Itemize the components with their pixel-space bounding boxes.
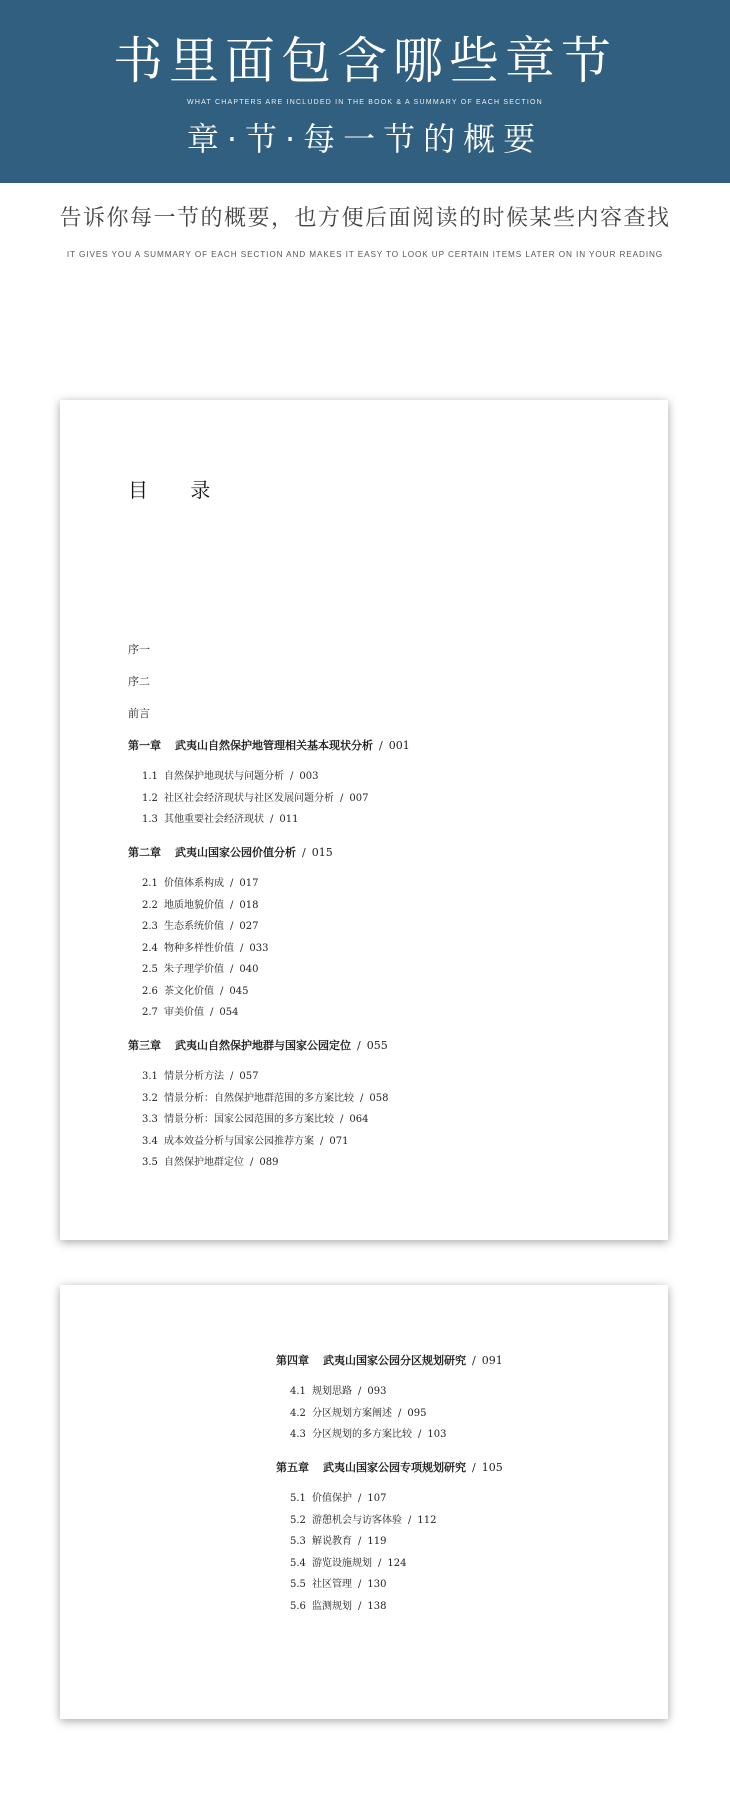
section-title: 朱子理学价值 xyxy=(164,964,224,975)
banner-subtitle-en: WHAT CHAPTERS ARE INCLUDED IN THE BOOK & A SUMMARY OF EACH SECTION xyxy=(187,99,543,106)
chapter-title: 武夷山自然保护地管理相关基本现状分析 xyxy=(175,739,373,752)
page-separator: / xyxy=(230,899,234,911)
page-number: 107 xyxy=(367,1493,387,1504)
page-separator: / xyxy=(250,1157,254,1168)
page-number: 124 xyxy=(387,1557,407,1569)
page-separator: / xyxy=(302,846,306,859)
chapter-entry xyxy=(276,1351,636,1383)
page-number: 138 xyxy=(367,1600,387,1612)
section-entry xyxy=(128,1090,628,1112)
section-entry xyxy=(276,1533,636,1555)
page-separator: / xyxy=(220,985,224,997)
section-entry xyxy=(128,983,628,1005)
front-matter-item: 前言 xyxy=(128,707,150,720)
section-number: 2.5 xyxy=(142,964,158,975)
toc-page-1 xyxy=(60,400,668,1240)
page-number: 105 xyxy=(481,1461,503,1474)
section-title: 游览设施规划 xyxy=(312,1557,372,1569)
section-title: 地质地貌价值 xyxy=(164,899,224,911)
chapter-entry xyxy=(128,843,628,875)
front-matter-item: 序二 xyxy=(128,675,150,688)
section-title: 规划思路 xyxy=(312,1386,352,1397)
page-separator: / xyxy=(379,739,383,752)
page-separator: / xyxy=(360,1092,364,1104)
page-separator: / xyxy=(472,1461,476,1474)
page-number: 045 xyxy=(229,985,249,997)
page-separator: / xyxy=(418,1429,422,1440)
section-title: 物种多样性价值 xyxy=(164,942,234,954)
banner-subtitle: 章·节·每一节的概要 xyxy=(186,120,544,158)
page-number: 015 xyxy=(311,846,333,859)
page-number: 007 xyxy=(349,792,369,804)
page-separator: / xyxy=(230,921,234,932)
page-separator: / xyxy=(398,1407,402,1419)
page-number: 055 xyxy=(366,1039,388,1052)
toc-list xyxy=(276,1351,636,1630)
page-separator: / xyxy=(230,964,234,975)
page-separator: / xyxy=(230,1071,234,1082)
page-separator: / xyxy=(358,1536,362,1547)
section-entry xyxy=(276,1512,636,1534)
section-title: 游憩机会与访客体验 xyxy=(312,1514,402,1526)
page-separator: / xyxy=(210,1007,214,1018)
chapter-title: 武夷山国家公园分区规划研究 xyxy=(323,1354,466,1367)
section-title: 茶文化价值 xyxy=(164,985,214,997)
chapter-entry xyxy=(128,736,628,768)
section-entry xyxy=(276,1598,636,1630)
section-number: 5.6 xyxy=(290,1600,306,1612)
toc-page-2 xyxy=(60,1285,668,1719)
section-title: 其他重要社会经济现状 xyxy=(164,814,264,825)
toc-title: 目 录 xyxy=(128,478,229,502)
section-number: 2.4 xyxy=(142,942,158,954)
section-number: 3.3 xyxy=(142,1114,158,1125)
page-number: 057 xyxy=(239,1071,259,1082)
header-banner xyxy=(0,0,730,183)
section-number: 3.1 xyxy=(142,1071,158,1082)
front-matter-item: 序一 xyxy=(128,643,150,656)
page-number: 119 xyxy=(367,1536,387,1547)
chapter-title: 武夷山国家公园专项规划研究 xyxy=(323,1461,466,1474)
section-number: 4.2 xyxy=(290,1407,306,1419)
section-title: 自然保护地群定位 xyxy=(164,1157,244,1168)
section-entry xyxy=(276,1405,636,1427)
chapter-number: 第二章 xyxy=(128,846,161,859)
page-separator: / xyxy=(240,942,244,954)
section-entry xyxy=(128,1154,628,1186)
page-separator: / xyxy=(472,1354,476,1367)
section-number: 2.7 xyxy=(142,1007,158,1018)
chapter-title: 武夷山国家公园价值分析 xyxy=(175,846,296,859)
page-number: 064 xyxy=(349,1114,369,1125)
page-separator: / xyxy=(290,771,294,782)
page-separator: / xyxy=(230,878,234,889)
chapter-number: 第一章 xyxy=(128,739,161,752)
chapter-entry xyxy=(128,1036,628,1068)
section-title: 分区规划方案阐述 xyxy=(312,1407,392,1419)
page-number: 130 xyxy=(367,1579,387,1590)
page-separator: / xyxy=(358,1579,362,1590)
section-entry xyxy=(128,790,628,812)
section-title: 监测规划 xyxy=(312,1600,352,1612)
section-entry xyxy=(128,875,628,897)
section-number: 4.1 xyxy=(290,1386,306,1397)
section-number: 3.4 xyxy=(142,1135,158,1147)
section-number: 2.2 xyxy=(142,899,158,911)
chapter-number: 第五章 xyxy=(276,1461,309,1474)
section-title: 社区社会经济现状与社区发展问题分析 xyxy=(164,792,334,804)
page-number: 011 xyxy=(279,814,299,825)
page-number: 027 xyxy=(239,921,259,932)
page-separator: / xyxy=(340,792,344,804)
page-number: 093 xyxy=(367,1386,387,1397)
section-entry xyxy=(128,940,628,962)
page-number: 071 xyxy=(329,1135,349,1147)
section-title: 情景分析：国家公园范围的多方案比较 xyxy=(164,1114,334,1125)
section-title: 成本效益分析与国家公园推荐方案 xyxy=(164,1135,314,1147)
section-number: 2.1 xyxy=(142,878,158,889)
section-entry xyxy=(128,1068,628,1090)
chapter-entry xyxy=(276,1458,636,1490)
banner-title: 书里面包含哪些章节 xyxy=(113,32,617,90)
section-number: 5.5 xyxy=(290,1579,306,1590)
intro-text: 告诉你每一节的概要，也方便后面阅读的时候某些内容查找 xyxy=(59,206,671,231)
page-number: 103 xyxy=(427,1429,447,1440)
page-separator: / xyxy=(340,1114,344,1125)
section-entry xyxy=(276,1383,636,1405)
page-separator: / xyxy=(320,1135,324,1147)
intro-text-en: IT GIVES YOU A SUMMARY OF EACH SECTION AND MAKES IT EASY TO LOOK UP CERTAIN ITEMS LATER ON IN YOUR READING xyxy=(66,250,664,259)
chapter-number: 第四章 xyxy=(276,1354,309,1367)
section-entry xyxy=(128,1111,628,1133)
page-number: 054 xyxy=(219,1007,239,1018)
section-number: 2.3 xyxy=(142,921,158,932)
section-title: 自然保护地现状与问题分析 xyxy=(164,771,284,782)
section-title: 社区管理 xyxy=(312,1579,352,1590)
section-number: 5.2 xyxy=(290,1514,306,1526)
section-title: 解说教育 xyxy=(312,1536,352,1547)
section-title: 分区规划的多方案比较 xyxy=(312,1429,412,1440)
section-title: 生态系统价值 xyxy=(164,921,224,932)
page-separator: / xyxy=(270,814,274,825)
section-title: 价值体系构成 xyxy=(164,878,224,889)
section-entry xyxy=(128,1133,628,1155)
page-number: 017 xyxy=(239,878,259,889)
page-separator: / xyxy=(357,1039,361,1052)
section-number: 4.3 xyxy=(290,1429,306,1440)
section-number: 5.3 xyxy=(290,1536,306,1547)
chapter-number: 第三章 xyxy=(128,1039,161,1052)
section-entry xyxy=(276,1490,636,1512)
chapter-title: 武夷山自然保护地群与国家公园定位 xyxy=(175,1039,351,1052)
page-number: 091 xyxy=(481,1354,503,1367)
page-number: 095 xyxy=(407,1407,427,1419)
toc-list xyxy=(128,640,628,1186)
section-number: 5.4 xyxy=(290,1557,306,1569)
section-entry xyxy=(128,897,628,919)
page-number: 112 xyxy=(417,1514,437,1526)
section-number: 1.1 xyxy=(142,771,158,782)
section-title: 审美价值 xyxy=(164,1007,204,1018)
section-entry xyxy=(128,768,628,790)
section-entry xyxy=(128,961,628,983)
page-number: 058 xyxy=(369,1092,389,1104)
section-number: 1.3 xyxy=(142,814,158,825)
page-number: 018 xyxy=(239,899,259,911)
section-title: 情景分析：自然保护地群范围的多方案比较 xyxy=(164,1092,354,1104)
section-number: 5.1 xyxy=(290,1493,306,1504)
section-number: 1.2 xyxy=(142,792,158,804)
page-separator: / xyxy=(408,1514,412,1526)
section-entry xyxy=(276,1426,636,1458)
section-entry xyxy=(276,1576,636,1598)
page-separator: / xyxy=(378,1557,382,1569)
page-number: 040 xyxy=(239,964,259,975)
page-number: 003 xyxy=(299,771,319,782)
page-separator: / xyxy=(358,1600,362,1612)
page-number: 033 xyxy=(249,942,269,954)
section-number: 3.2 xyxy=(142,1092,158,1104)
section-number: 2.6 xyxy=(142,985,158,997)
page-number: 001 xyxy=(388,739,410,752)
section-entry xyxy=(128,811,628,843)
section-entry xyxy=(128,1004,628,1036)
section-number: 3.5 xyxy=(142,1157,158,1168)
page-separator: / xyxy=(358,1386,362,1397)
page-number: 089 xyxy=(259,1157,279,1168)
section-title: 情景分析方法 xyxy=(164,1071,224,1082)
section-title: 价值保护 xyxy=(312,1493,352,1504)
section-entry xyxy=(276,1555,636,1577)
section-entry xyxy=(128,918,628,940)
page-separator: / xyxy=(358,1493,362,1504)
